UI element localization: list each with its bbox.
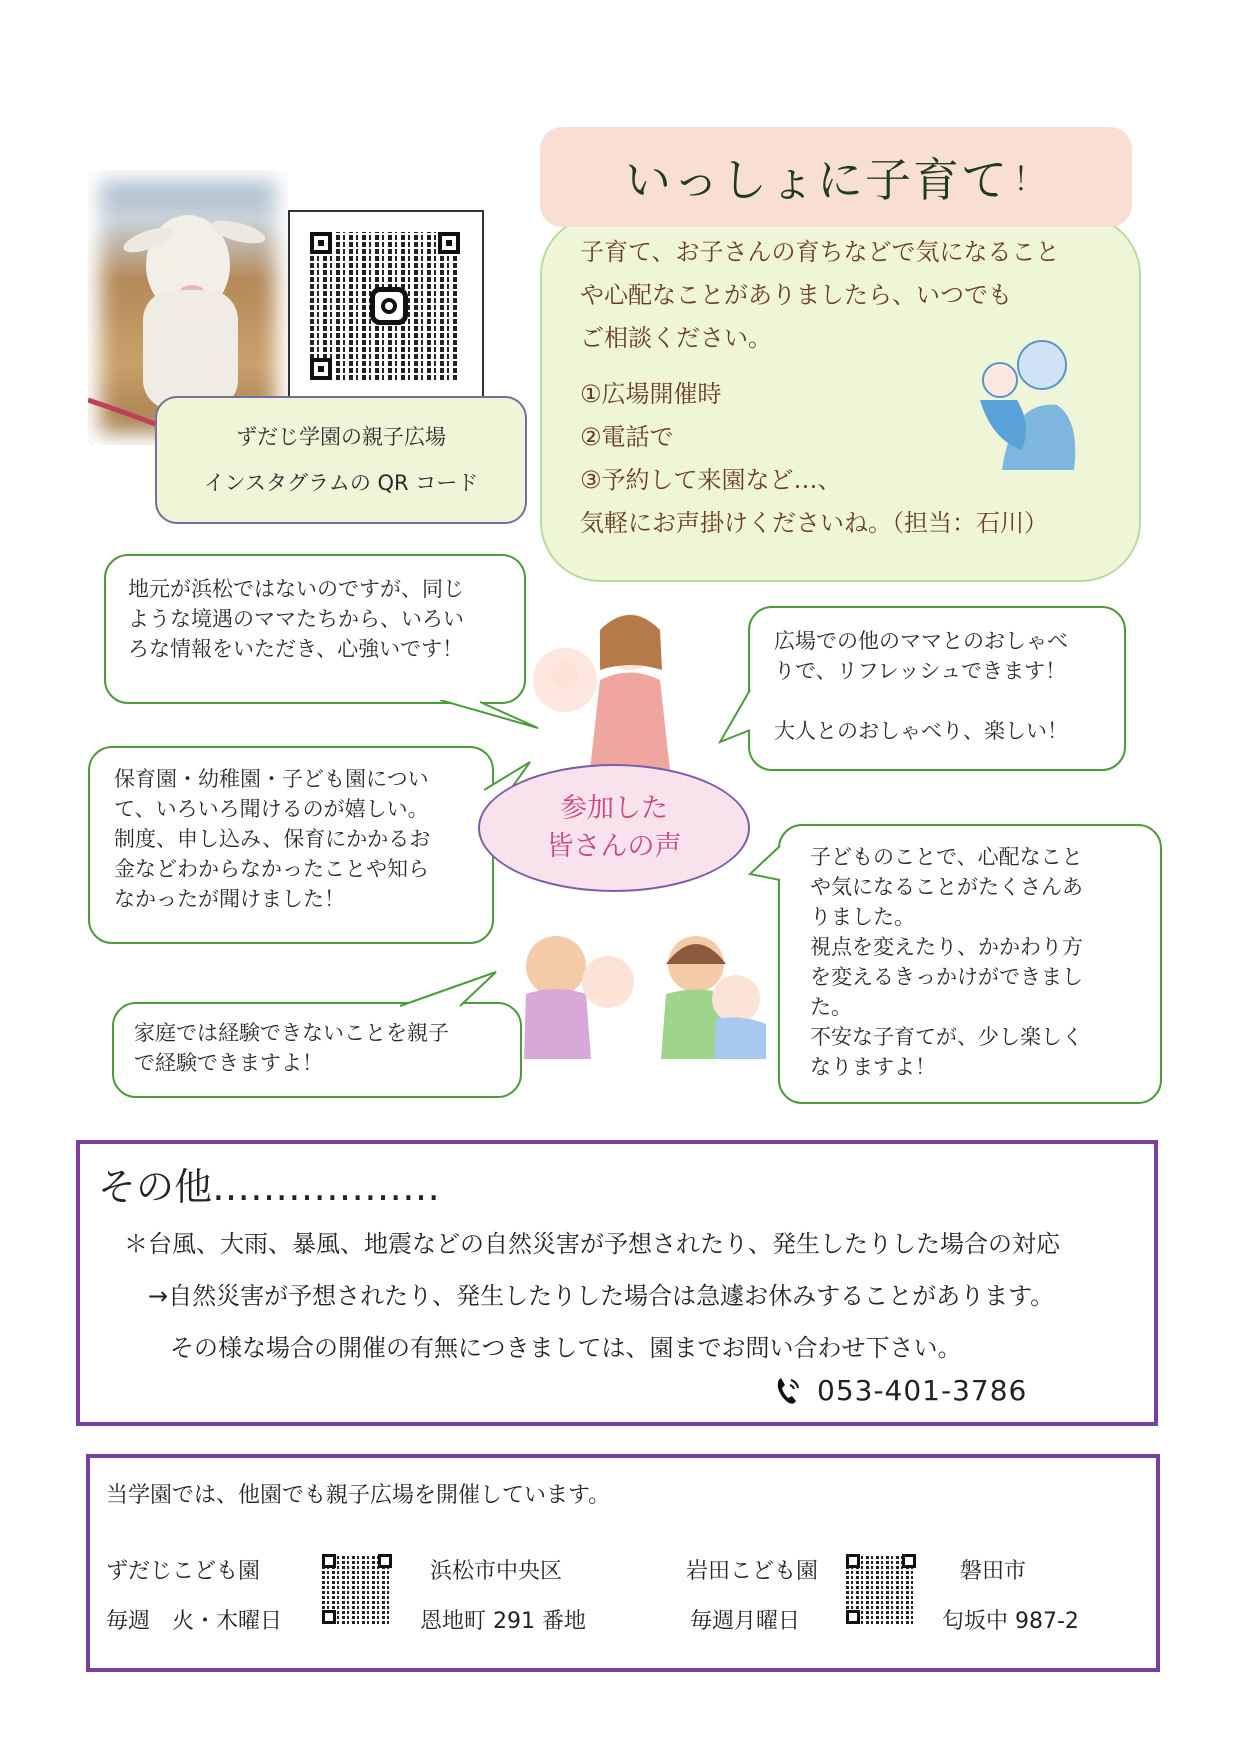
- comment-line: 不安な子育てが、少し楽しく: [810, 1025, 1083, 1049]
- comment-line: 大人とのおしゃべり、楽しい！: [774, 719, 1068, 743]
- site2-address-street: 匂坂中 987-2: [942, 1609, 1079, 1634]
- comment-line: や気になることがたくさんあ: [810, 875, 1083, 899]
- other-sites-box: [86, 1454, 1160, 1672]
- info-method: ①広場開催時: [580, 380, 722, 408]
- qr-caption-line2: インスタグラムの QR コード: [203, 471, 479, 495]
- site1-qr-code[interactable]: [322, 1554, 392, 1624]
- other-title: その他………………: [98, 1165, 441, 1209]
- comment-line: で経験できますよ！: [134, 1051, 323, 1075]
- info-method: 気軽にお声掛けくださいね。（担当：石川）: [580, 509, 1048, 537]
- family-illustration: [516, 924, 776, 1064]
- bubble-tail: [380, 970, 500, 1010]
- mother-baby-illustration: [962, 330, 1082, 480]
- title-text: いっしょに子育て: [624, 153, 1009, 207]
- bubble-tail: [440, 700, 540, 750]
- qr-pattern: [310, 232, 460, 380]
- comment-line: りました。: [810, 905, 915, 929]
- site1-address-city: 浜松市中央区: [430, 1559, 563, 1584]
- site2-name: 岩田こども園: [686, 1559, 819, 1584]
- comment-bubble-nursery: [88, 746, 494, 944]
- spacer: [774, 686, 1100, 716]
- comment-line: た。: [810, 995, 852, 1019]
- disaster-notice: ＊台風、大雨、暴風、地震などの自然災害が予想されたり、発生したりした場合の対応: [124, 1230, 1060, 1258]
- instagram-qr-code[interactable]: [288, 210, 484, 400]
- site1-name: ずだじこども園: [106, 1559, 261, 1584]
- qr-finder: [322, 1610, 336, 1624]
- qr-finder: [310, 358, 332, 380]
- voices-label-line1: 参加した: [560, 793, 668, 824]
- pregnant-mother-illustration: [530, 600, 680, 770]
- phone-number: 053-401-3786: [817, 1374, 1028, 1407]
- comment-bubble-worries: [778, 824, 1162, 1104]
- site2-address-city: 磐田市: [960, 1559, 1027, 1584]
- voices-label: [478, 764, 750, 892]
- page-title: [540, 127, 1132, 227]
- comment-bubble-experience: [112, 1002, 522, 1098]
- comment-line: を変えるきっかけができまし: [810, 965, 1083, 989]
- qr-caption-line1: ずだじ学園の親子広場: [236, 425, 446, 449]
- phone-contact[interactable]: [775, 1374, 1027, 1407]
- qr-finder: [378, 1554, 392, 1568]
- comment-line: りで、リフレッシュできます！: [774, 659, 1067, 683]
- other-notice-box: [76, 1140, 1158, 1426]
- bubble-tail: [748, 846, 788, 886]
- info-line: 子育て、お子さんの育ちなどで気になること: [580, 238, 1060, 266]
- bubble-tail: [718, 690, 758, 750]
- comment-line: ような境遇のママたちから、いろい: [128, 607, 464, 631]
- qr-finder: [846, 1554, 860, 1568]
- comment-bubble-refresh: [748, 606, 1126, 771]
- qr-finder: [310, 232, 332, 254]
- closure-notice: →自然災害が予想されたり、発生したりした場合は急遽お休みすることがあります。: [148, 1282, 1055, 1310]
- title-mark: ！: [1012, 160, 1047, 198]
- site1-schedule: 毎週 火・木曜日: [106, 1609, 283, 1634]
- info-line: や心配なことがありましたら、いつでも: [580, 281, 1012, 309]
- comment-line: 地元が浜松ではないのですが、同じ: [128, 577, 464, 601]
- qr-caption: [155, 396, 527, 524]
- comment-line: なりますよ！: [810, 1055, 936, 1079]
- comment-line: 子どものことで、心配なこと: [810, 845, 1083, 869]
- comment-line: ろな情報をいただき、心強いです！: [128, 637, 464, 661]
- qr-finder: [438, 232, 460, 254]
- comment-line: 視点を変えたり、かかわり方: [810, 935, 1083, 959]
- comment-line: 保育園・幼稚園・子ども園につい: [114, 767, 429, 791]
- instagram-icon: [370, 287, 408, 325]
- site2-schedule: 毎週月曜日: [690, 1609, 801, 1634]
- comment-line: 広場での他のママとのおしゃべ: [774, 629, 1068, 653]
- phone-icon: [775, 1376, 801, 1406]
- info-line: ご相談ください。: [580, 324, 772, 352]
- qr-finder: [846, 1610, 860, 1624]
- inquiry-notice: その様な場合の開催の有無につきましては、園までお問い合わせ下さい。: [170, 1334, 962, 1362]
- comment-line: 金などわからなかったことや知ら: [114, 857, 429, 881]
- comment-line: 制度、申し込み、保育にかかるお: [114, 827, 431, 851]
- comment-line: なかったが聞けました！: [114, 887, 345, 911]
- qr-finder: [322, 1554, 336, 1568]
- comment-bubble-local: [104, 554, 526, 704]
- voices-label-line2: 皆さんの声: [546, 831, 682, 862]
- info-method: ③予約して来園など…、: [580, 466, 842, 494]
- site2-qr-code[interactable]: [846, 1554, 916, 1624]
- qr-finder: [902, 1554, 916, 1568]
- other-sites-intro: 当学園では、他園でも親子広場を開催しています。: [106, 1483, 611, 1508]
- comment-line: て、いろいろ聞けるのが嬉しい。: [114, 797, 429, 821]
- site1-address-street: 恩地町 291 番地: [420, 1609, 586, 1634]
- comment-line: 家庭では経験できないことを親子: [134, 1021, 449, 1045]
- info-method: ②電話で: [580, 423, 674, 451]
